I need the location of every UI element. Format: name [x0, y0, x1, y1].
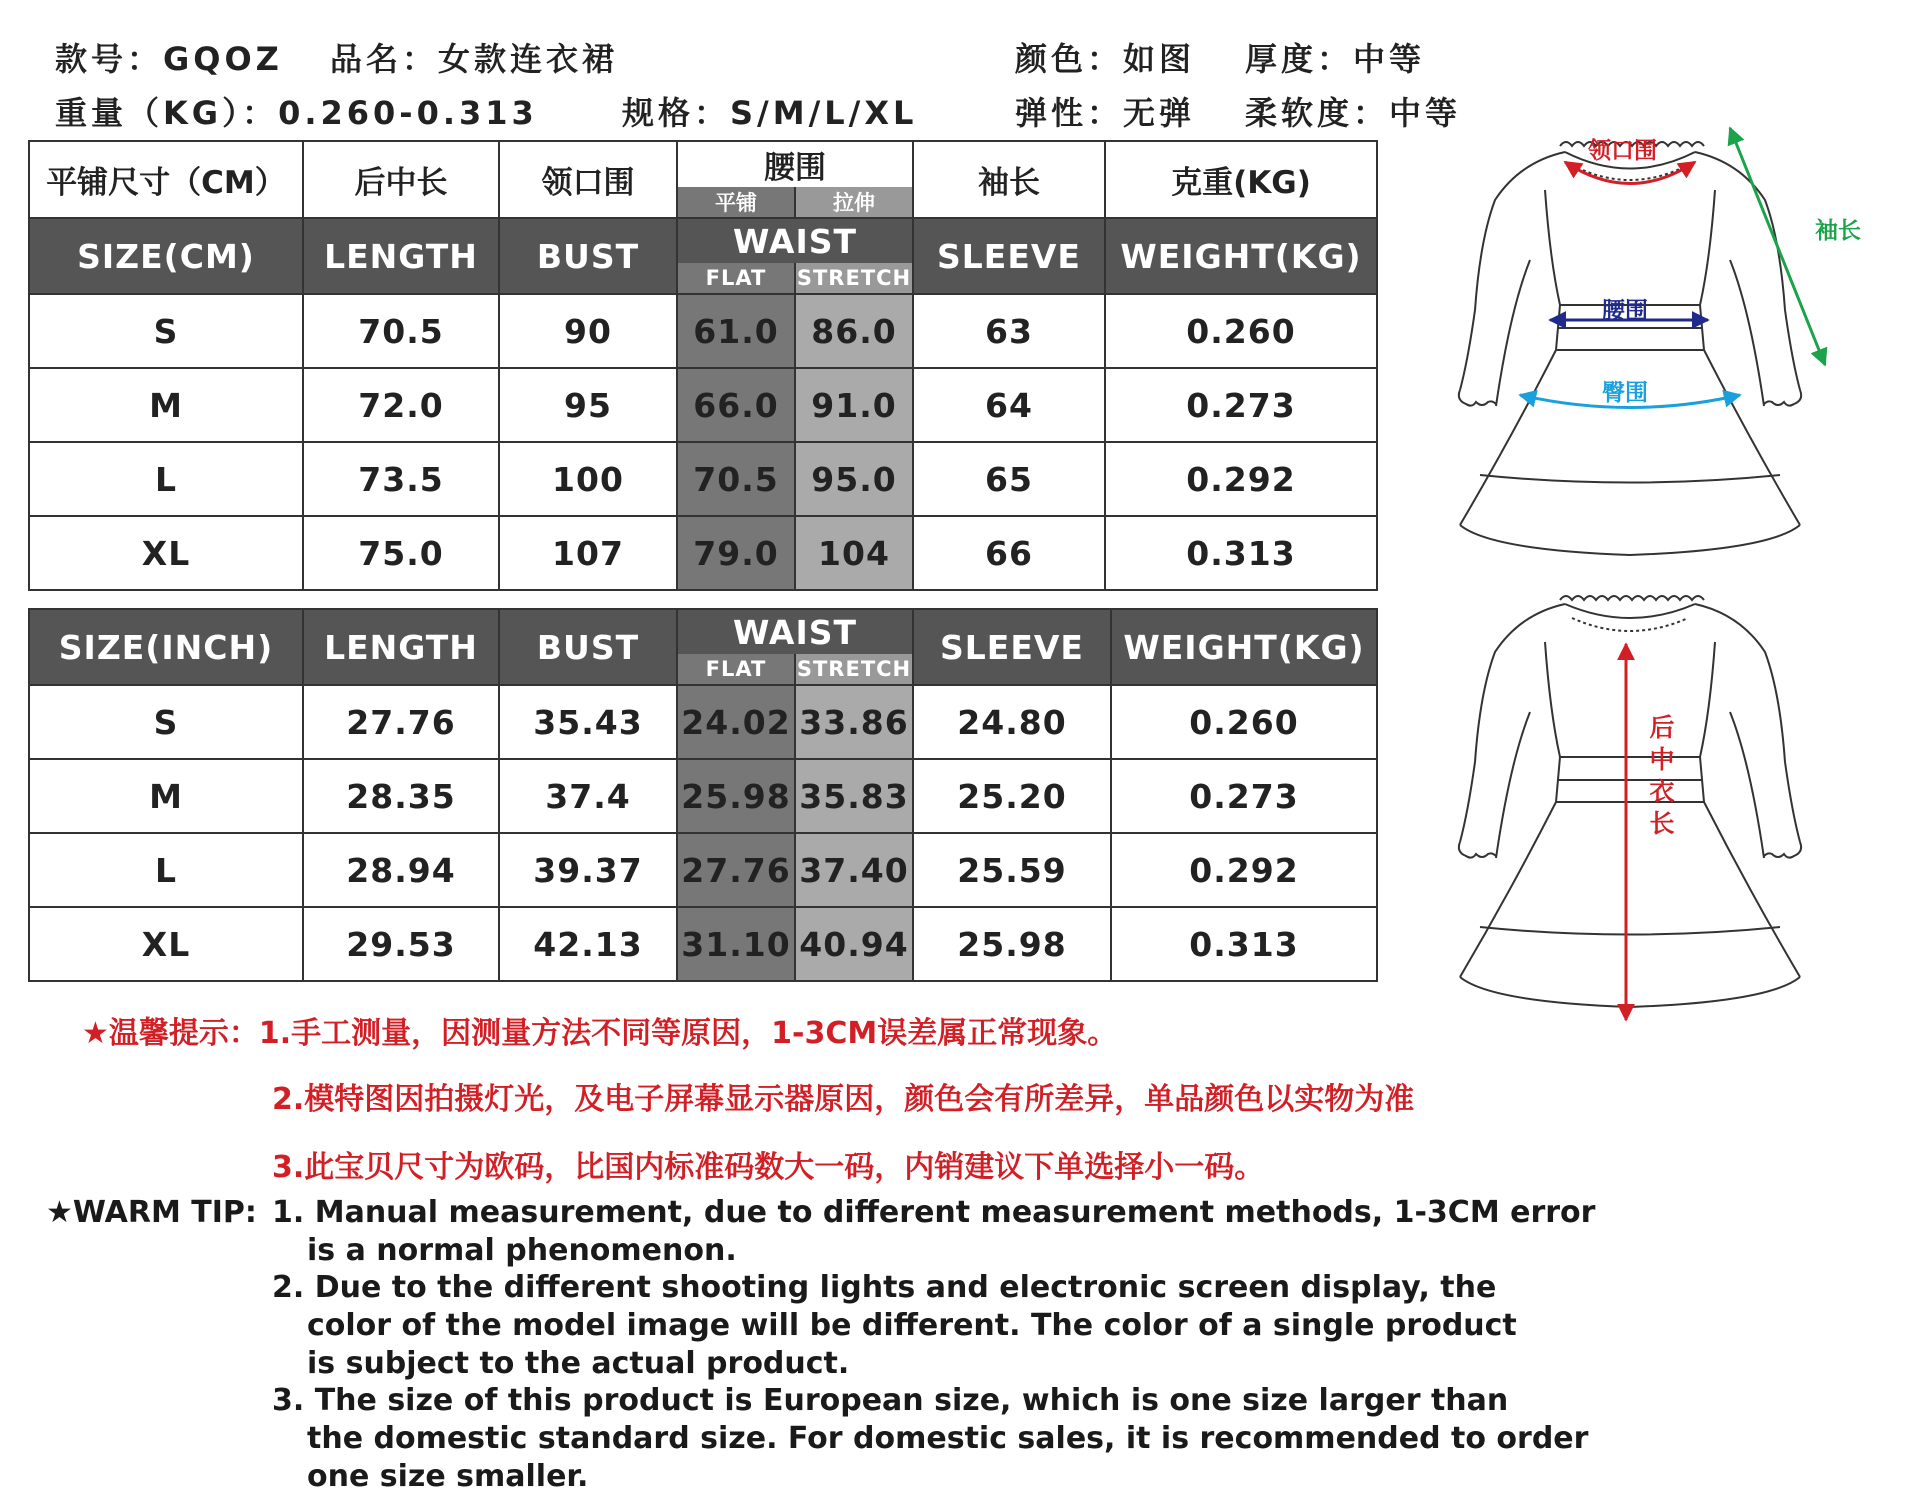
en-header-weight: WEIGHT(KG)	[1105, 218, 1377, 294]
cell-weight: 0.292	[1111, 833, 1377, 907]
cell-waist-flat: 25.98	[677, 759, 795, 833]
en-header-length: LENGTH	[303, 218, 499, 294]
table-row	[29, 368, 1377, 442]
cell-sleeve: 25.20	[913, 759, 1111, 833]
inch-header-sleeve: SLEEVE	[913, 609, 1111, 685]
cell-waist-flat: 79.0	[677, 516, 795, 590]
inch-rows	[29, 685, 1377, 981]
en-header-sleeve: SLEEVE	[913, 218, 1105, 294]
zh-waist-label: 腰围	[764, 150, 826, 186]
cell-sleeve: 25.59	[913, 833, 1111, 907]
cell-waist-stretch: 91.0	[795, 368, 913, 442]
inch-waist-stretch: STRETCH	[796, 654, 912, 684]
zh-header-neck: 领口围	[499, 141, 677, 218]
table-row	[29, 907, 1377, 981]
table-row	[29, 294, 1377, 368]
cell-sleeve: 66	[913, 516, 1105, 590]
diagram-sleeve-label: 袖长	[1815, 218, 1861, 244]
en-header-size: SIZE(CM)	[29, 218, 303, 294]
inch-waist-flat: FLAT	[678, 654, 796, 684]
cell-bust: 90	[499, 294, 677, 368]
zh-header-waist	[677, 141, 913, 218]
header-product-name: 品名：女款连衣裙	[330, 40, 619, 78]
cell-waist-flat: 27.76	[677, 833, 795, 907]
cell-waist-stretch: 40.94	[795, 907, 913, 981]
cell-weight: 0.313	[1105, 516, 1377, 590]
cell-sleeve: 63	[913, 294, 1105, 368]
cell-length: 28.35	[303, 759, 499, 833]
diagram-neck-label: 领口围	[1588, 138, 1657, 164]
size-table-cm	[28, 140, 1378, 591]
table-row	[29, 759, 1377, 833]
tip-en-label: ★WARM TIP:	[46, 1195, 257, 1230]
tip-en-line: the domestic standard size. For domestic sales, it is recommended to order	[307, 1421, 1589, 1456]
tip-zh-3: 3.此宝贝尺寸为欧码，比国内标准码数大一码，内销建议下单选择小一码。	[272, 1150, 1265, 1185]
zh-header-sleeve: 袖长	[913, 141, 1105, 218]
cell-bust: 100	[499, 442, 677, 516]
zh-header-length: 后中长	[303, 141, 499, 218]
cell-waist-stretch: 37.40	[795, 833, 913, 907]
cell-weight: 0.260	[1111, 685, 1377, 759]
dress-front-diagram	[1400, 110, 1900, 560]
table-row	[29, 685, 1377, 759]
cell-bust: 37.4	[499, 759, 677, 833]
cell-length: 72.0	[303, 368, 499, 442]
cell-weight: 0.260	[1105, 294, 1377, 368]
cell-size: L	[29, 833, 303, 907]
length-char: 中	[1649, 745, 1675, 774]
cell-size: XL	[29, 516, 303, 590]
cell-waist-stretch: 104	[795, 516, 913, 590]
cell-size: S	[29, 294, 303, 368]
cell-weight: 0.273	[1111, 759, 1377, 833]
cell-bust: 35.43	[499, 685, 677, 759]
cell-bust: 95	[499, 368, 677, 442]
tip-zh-2: 2.模特图因拍摄灯光，及电子屏幕显示器原因，颜色会有所差异，单品颜色以实物为准	[272, 1082, 1415, 1117]
header-softness: 柔软度：中等	[1245, 94, 1462, 132]
cell-sleeve: 65	[913, 442, 1105, 516]
zh-waist-stretch: 拉伸	[796, 187, 912, 217]
diagram-waist-label: 腰围	[1602, 298, 1648, 324]
cell-waist-stretch: 33.86	[795, 685, 913, 759]
diagram-length-label	[1647, 712, 1677, 840]
table-row	[29, 833, 1377, 907]
en-waist-label: WAIST	[732, 221, 857, 261]
cell-bust: 42.13	[499, 907, 677, 981]
header-thickness: 厚度：中等	[1245, 40, 1426, 78]
inch-header-weight: WEIGHT(KG)	[1111, 609, 1377, 685]
zh-waist-flat: 平铺	[678, 187, 796, 217]
cell-weight: 0.313	[1111, 907, 1377, 981]
size-table-inch	[28, 608, 1378, 982]
cell-waist-flat: 24.02	[677, 685, 795, 759]
en-waist-stretch: STRETCH	[796, 263, 912, 293]
inch-header-waist	[677, 609, 913, 685]
tip-en-line: is a normal phenomenon.	[307, 1233, 737, 1268]
tip-en-line: 3. The size of this product is European size, which is one size larger than	[272, 1383, 1509, 1418]
tip-en-line: color of the model image will be different. The color of a single product	[307, 1308, 1517, 1343]
tip-en-line: 2. Due to the different shooting lights and electronic screen display, the	[272, 1270, 1497, 1305]
cell-length: 70.5	[303, 294, 499, 368]
cell-waist-stretch: 95.0	[795, 442, 913, 516]
diagram-hip-label: 臀围	[1602, 380, 1648, 406]
inch-header-length: LENGTH	[303, 609, 499, 685]
cell-length: 75.0	[303, 516, 499, 590]
zh-header-weight: 克重(KG)	[1105, 141, 1377, 218]
inch-header-size: SIZE(INCH)	[29, 609, 303, 685]
en-header-bust: BUST	[499, 218, 677, 294]
header-elasticity: 弹性：无弹	[1015, 94, 1196, 132]
tip-en-line: 1. Manual measurement, due to different measurement methods, 1-3CM error	[272, 1195, 1596, 1230]
cell-sleeve: 64	[913, 368, 1105, 442]
cell-waist-flat: 31.10	[677, 907, 795, 981]
cell-size: S	[29, 685, 303, 759]
table-row	[29, 442, 1377, 516]
tip-zh-1: ★温馨提示：1.手工测量，因测量方法不同等原因，1-3CM误差属正常现象。	[82, 1016, 1118, 1051]
cm-rows	[29, 294, 1377, 590]
table-row	[29, 516, 1377, 590]
inch-waist-label: WAIST	[732, 612, 857, 652]
tip-en-line: is subject to the actual product.	[307, 1346, 850, 1381]
cell-waist-flat: 61.0	[677, 294, 795, 368]
header-spec: 规格：S/M/L/XL	[622, 94, 918, 132]
header-weight: 重量（KG）：0.260-0.313	[55, 94, 538, 132]
cell-weight: 0.273	[1105, 368, 1377, 442]
header-color: 颜色：如图	[1015, 40, 1196, 78]
length-char: 衣	[1649, 777, 1675, 806]
cell-size: M	[29, 759, 303, 833]
cell-waist-flat: 70.5	[677, 442, 795, 516]
length-char: 后	[1649, 713, 1675, 742]
zh-header-size: 平铺尺寸（CM）	[29, 141, 303, 218]
cell-length: 27.76	[303, 685, 499, 759]
tip-en-line: one size smaller.	[307, 1459, 589, 1494]
cell-waist-flat: 66.0	[677, 368, 795, 442]
cell-length: 29.53	[303, 907, 499, 981]
cell-size: XL	[29, 907, 303, 981]
inch-header-bust: BUST	[499, 609, 677, 685]
cell-size: M	[29, 368, 303, 442]
cell-sleeve: 25.98	[913, 907, 1111, 981]
cell-bust: 39.37	[499, 833, 677, 907]
cell-waist-stretch: 86.0	[795, 294, 913, 368]
cell-bust: 107	[499, 516, 677, 590]
cell-weight: 0.292	[1105, 442, 1377, 516]
header-style-no: 款号：GQOZ	[55, 40, 283, 78]
cell-length: 73.5	[303, 442, 499, 516]
cell-sleeve: 24.80	[913, 685, 1111, 759]
en-waist-flat: FLAT	[678, 263, 796, 293]
sleeve-arrow	[1730, 128, 1825, 365]
en-header-waist	[677, 218, 913, 294]
cell-waist-stretch: 35.83	[795, 759, 913, 833]
cell-length: 28.94	[303, 833, 499, 907]
cell-size: L	[29, 442, 303, 516]
length-char: 长	[1649, 809, 1675, 838]
